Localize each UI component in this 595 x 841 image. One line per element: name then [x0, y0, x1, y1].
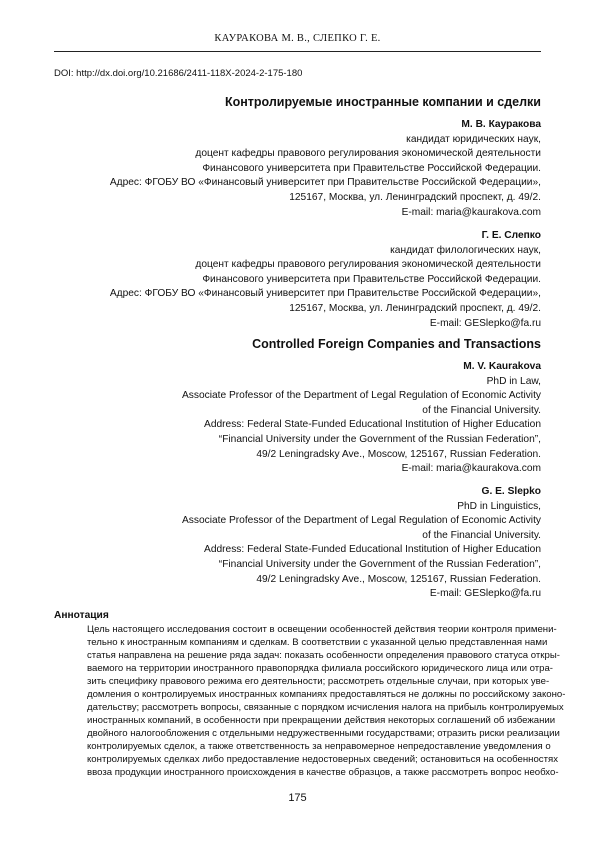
author-detail-line: доцент кафедры правового регулирования экономической деятельности — [195, 148, 541, 160]
author-detail-line: Address: Federal State-Funded Educational Institution of Higher Education — [204, 544, 541, 556]
author-email[interactable]: E-mail: GESlepko@fa.ru — [429, 317, 541, 329]
abstract-line: двойного налогообложения с отдельными недружественными государствами; отразить риски реализации — [87, 728, 560, 739]
author-detail-line: 125167, Москва, ул. Ленинградский проспект, д. 49/2. — [289, 191, 541, 203]
author-detail-line: Финансового университета при Правительстве Российской Федерации. — [202, 273, 541, 285]
author-detail-line: кандидат юридических наук, — [406, 133, 541, 145]
author-block-en-1 — [54, 360, 541, 477]
author-email[interactable]: E-mail: GESlepko@fa.ru — [429, 588, 541, 600]
author-detail-line: of the Financial University. — [422, 404, 541, 416]
title-ru: Контролируемые иностранные компании и сделки — [224, 95, 541, 109]
abstract-line: Цель настоящего исследования состоит в освещении особенностей действия теории контроля примени- — [87, 624, 557, 635]
author-detail-line: Финансового университета при Правительстве Российской Федерации. — [202, 162, 541, 174]
abstract-text — [87, 623, 566, 779]
author-name: M. V. Kaurakova — [463, 361, 541, 372]
abstract-line: статья направлена на решение ряда задач: показать особенности определения правового статуса откры- — [87, 650, 560, 661]
running-head: КАУРАКОВА М. В., СЛЕПКО Г. Е. — [214, 33, 381, 44]
abstract-line: контролируемых сделок, а также ответственность за неправомерное непредоставление уведомления о — [87, 741, 551, 752]
author-name: Г. Е. Слепко — [481, 230, 541, 241]
abstract-line: контролируемых сделках либо предоставление недостоверных сведений; остановиться на особенностях — [87, 754, 558, 765]
title-en: Controlled Foreign Companies and Transactions — [252, 337, 541, 351]
author-detail-line: Associate Professor of the Department of Legal Regulation of Economic Activity — [181, 390, 541, 402]
author-detail-line: 49/2 Leningradsky Ave., Moscow, 125167, Russian Federation. — [256, 573, 541, 585]
author-detail-line: Адрес: ФГОБУ ВО «Финансовый университет при Правительстве Российской Федерации», — [109, 288, 541, 300]
author-detail-line: “Financial University under the Government of the Russian Federation”, — [218, 433, 541, 445]
author-detail-line: Address: Federal State-Funded Educational Institution of Higher Education — [204, 419, 541, 431]
author-block-ru-2 — [54, 229, 541, 331]
author-email[interactable]: E-mail: maria@kaurakova.com — [401, 206, 541, 218]
abstract-heading: Аннотация — [54, 610, 109, 621]
header-rule — [54, 51, 541, 52]
author-email[interactable]: E-mail: maria@kaurakova.com — [401, 463, 541, 475]
author-name: М. В. Кауракова — [461, 119, 541, 130]
abstract-line: ваемого на территории иностранного правопорядка филиала российского юридического лица или отра- — [87, 663, 553, 674]
author-block-ru-1 — [54, 118, 541, 220]
abstract-line: дательству; рассмотреть вопросы, связанные с порядком исчисления налога на прибыль контролируемых — [87, 702, 564, 713]
abstract-line: ввоза продукции иностранного происхождения в качестве образцов, а также рассмотреть вопрос необхо- — [87, 767, 559, 778]
doi-link[interactable]: DOI: http://dx.doi.org/10.21686/2411-118X-2024-2-175-180 — [54, 68, 303, 79]
author-detail-line: кандидат филологических наук, — [390, 244, 541, 256]
author-block-en-2 — [54, 485, 541, 602]
abstract-line: домления о контролируемых иностранных компаниях предоставляться не должны по российскому законо- — [87, 689, 566, 700]
abstract-line: зить специфику правового режима его деятельности; рассмотреть отдельные случаи, при которых уве- — [87, 676, 550, 687]
author-name: G. E. Slepko — [481, 486, 541, 497]
page-number: 175 — [288, 792, 307, 804]
author-detail-line: Адрес: ФГОБУ ВО «Финансовый университет при Правительстве Российской Федерации», — [109, 177, 541, 189]
abstract-line: иностранных компаний, в особенности при прекращении действия некоторых соглашений об избежании — [87, 715, 556, 726]
author-detail-line: PhD in Law, — [486, 375, 541, 387]
abstract-line: тельно к иностранным компаниям и сделкам. В соответствии с указанной целью представленная нами — [87, 637, 548, 648]
author-detail-line: Associate Professor of the Department of Legal Regulation of Economic Activity — [181, 515, 541, 527]
author-detail-line: of the Financial University. — [422, 529, 541, 541]
author-detail-line: 125167, Москва, ул. Ленинградский проспект, д. 49/2. — [289, 302, 541, 314]
author-detail-line: 49/2 Leningradsky Ave., Moscow, 125167, Russian Federation. — [256, 448, 541, 460]
author-detail-line: PhD in Linguistics, — [457, 500, 541, 512]
author-detail-line: доцент кафедры правового регулирования экономической деятельности — [195, 259, 541, 271]
author-detail-line: “Financial University under the Government of the Russian Federation”, — [218, 558, 541, 570]
